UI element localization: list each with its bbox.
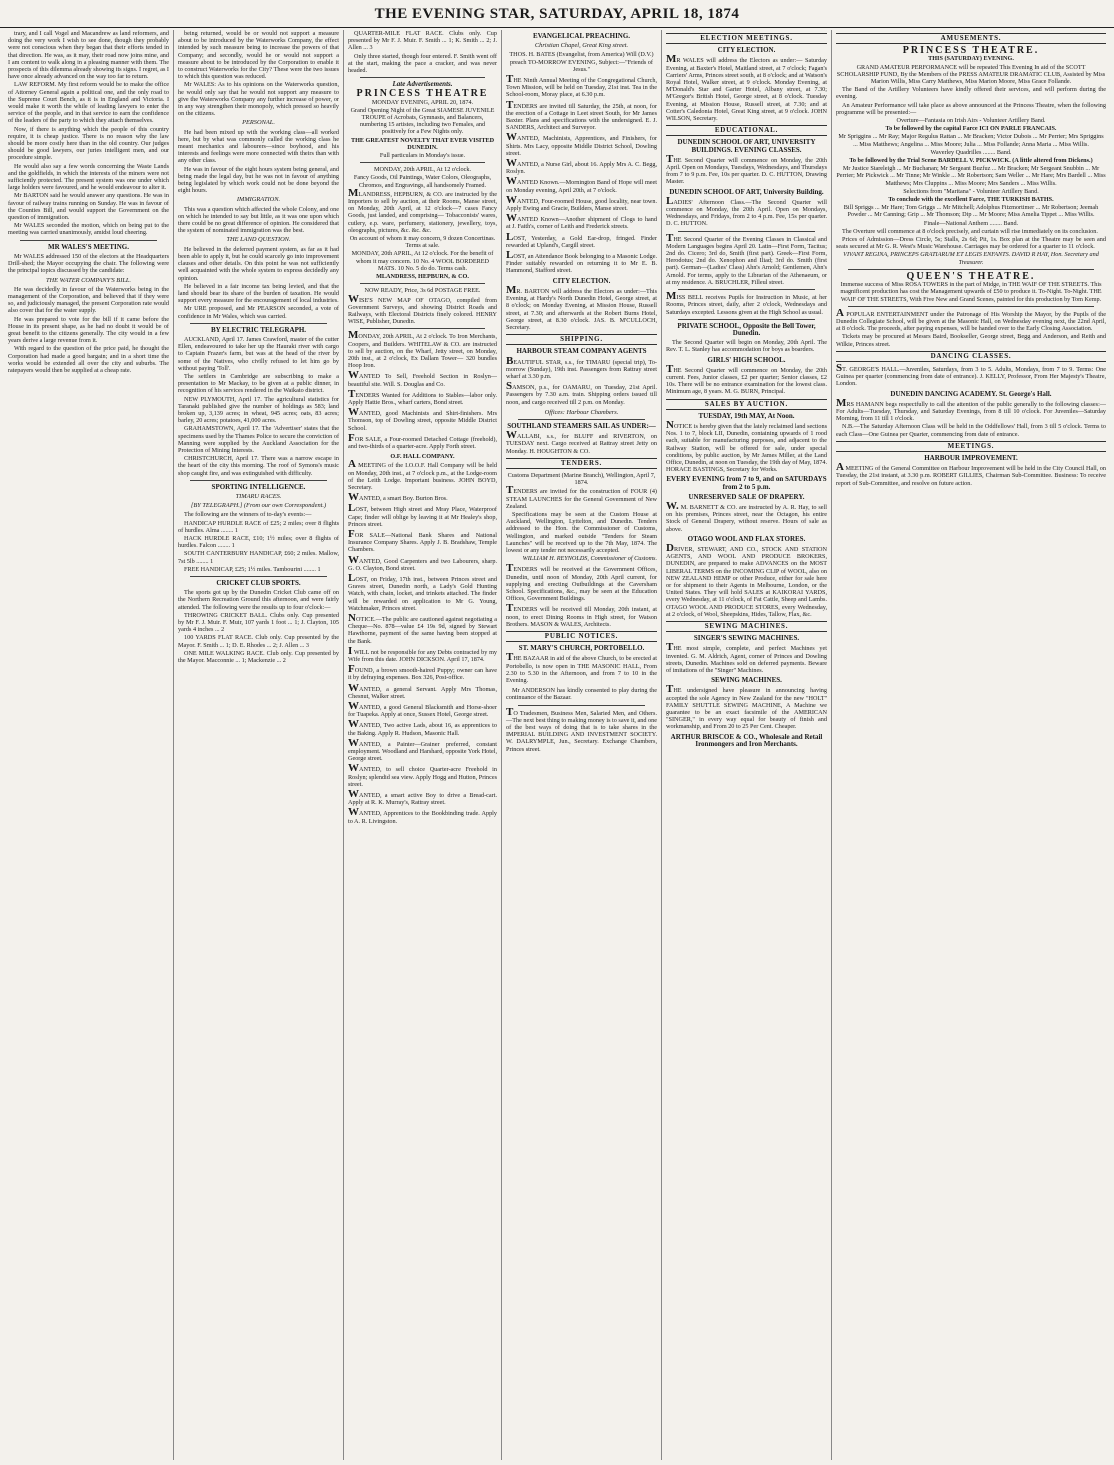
- ad-body: The Overture will commence at 8 o'clock precisely, and curtain will rise immediately on its conclusion.: [842, 227, 1098, 235]
- ad-body: WANTED, good Machinists and Shirt-finishers. Mrs Thomson, top of Dowling street, opposite Middle District School.: [348, 406, 497, 432]
- ad-line: Selections from "Maritana" - Volunteer Artillery Band.: [903, 187, 1039, 195]
- advertisement: [348, 329, 497, 370]
- ad-body: Mr ANDERSON has kindly consented to play during the continuance of the Bazaar.: [506, 687, 657, 702]
- ad-line: MLANDRESS, HEPBURN, & CO.: [376, 273, 469, 281]
- advertisement: [666, 194, 827, 228]
- section-heading: EVANGELICAL PREACHING.: [532, 32, 631, 40]
- ad-body: WANTED, Machinists, Apprentices, and Finishers, for Shirts. Mrs Lacy, opposite Middle District School, Dowling street.: [506, 131, 657, 157]
- section-heading: GIRLS' HIGH SCHOOL.: [707, 355, 786, 364]
- race-result: HANDICAP HURDLE RACE of £25; 2 miles; over 8 flights of hurdles. Alma ........ 1: [178, 519, 339, 534]
- article-paragraph: Mr WALES addressed 150 of the electors at the Headquarters Drill-shed; the Mayor occupying the chair. The following were the principal topics discussed by the candidate:: [8, 252, 169, 275]
- ad-line: Finale—National Anthem ........ Band.: [923, 219, 1019, 227]
- section-heading: HARBOUR IMPROVEMENT.: [924, 453, 1018, 462]
- advertisement: [836, 306, 1106, 348]
- section-banner: AMUSEMENTS.: [836, 33, 1106, 44]
- advertisement: [348, 700, 497, 719]
- section-banner: SALES BY AUCTION.: [666, 399, 827, 410]
- section-heading: CRICKET CLUB SPORTS.: [216, 579, 301, 588]
- section-heading: CITY ELECTION.: [717, 46, 776, 55]
- ad-body: SAMSON, p.s., for OAMARU, on Tuesday, 21st April. Passengers by 7.30 a.m. train. Shipping orders issued till noon, and cargo received till 2 p.m. on Monday.: [506, 380, 657, 406]
- advertisement: [348, 431, 497, 450]
- article-paragraph: Mr WALES: As to his opinions on the Waterworks question, he would only say that he would not support any measure to give the Waterworks Company any further increase of power, or in any way strengthen their monopoly, which pressed so heavily on the citizens.: [178, 81, 339, 118]
- ad-line: MONDAY, 20th APRIL, At 12 o'clock. For the benefit of whom it may concern. 10 No. 4 WOOL BORDERED MATS. 10 No. 5 do do. Terms cash.: [351, 250, 494, 272]
- divider: [360, 77, 485, 78]
- ad-body: The Band of the Artillery Volunteers have kindly offered their services, and will perform during the evening.: [836, 86, 1106, 101]
- advertisement: [506, 602, 657, 628]
- telegram-item: AUCKLAND, April 17. James Crawford, master of the cutter Ellen, endeavoured to take her up the Hauraki river with cargo to Captain Frazer's farm, but was at the head of the river by some of the Natives, who civilly refused to let him go by without paying 'Toll'.: [178, 335, 339, 372]
- section-banner: PUBLIC NOTICES.: [506, 631, 657, 642]
- ad-body: MRS HAMANN begs respectfully to call the attention of the public generally to the following classes:— For Adults—Tuesday, Thursday, and Saturday Evenings, from 8 till 10 o'clock. For Juveniles—Saturday Morning, from 11 till 1 o'clock.: [836, 396, 1106, 423]
- newspaper-masthead: [0, 6, 1114, 28]
- advertisement: [348, 762, 497, 788]
- telegram-item: The settlers in Cambridge are subscribing to make a presentation to Mr Mackay, to be given at a public dinner, in recognition of his services rendered in the Waikato district.: [178, 372, 339, 395]
- ad-title: QUEEN'S THEATRE.: [906, 270, 1036, 282]
- advertisement: [836, 270, 1106, 303]
- section-heading: HARBOUR STEAM COMPANY AGENTS: [516, 347, 647, 356]
- ad-body: TENDERS Wanted for Additions to Stables—labor only. Apply Hattie Bros., wharf carters, Bond street.: [348, 387, 497, 406]
- ad-line: THE GREATEST NOVELTY THAT EVER VISITED DUNEDIN.: [350, 136, 495, 151]
- ad-line: Offices: Harbour Chambers.: [544, 408, 619, 416]
- sports-result: The sports got up by the Dunedin Cricket Club came off on the Northern Recreation Ground this afternoon, and were fairly attended. The following were the results up to four o'clock:—: [178, 589, 339, 611]
- ad-body: THE most simple, complete, and perfect Machines yet invented. G. M. Aldrich, Agent, corner of Princes and Dowling streets, Dunedin. Machines sold on deferred payments. Beware of imitations of the "Singer" Machines.: [666, 641, 827, 675]
- ad-body: WANTED, a Nurse Girl, about 16. Apply Mrs A. C. Begg, Roslyn.: [506, 157, 657, 176]
- ad-body: DRIVER, STEWART, AND CO., STOCK AND STATION AGENTS, AND WOOL AND PRODUCE BROKERS, DUNEDIN, are prepared to make ADVANCES on the MOST LIBERAL TERMS on the INCOMING CLIP of WOOL, also on NEW ZEALAND HEMP or other Produce, either for sale here or for shipment to their Agents in Melbourne, London, or the United States. They will hold SALES at KAIKORAI YARDS, every Wednesday, at 11 o'clock, of Fat Cattle, Sheep and Lambs. OTAGO WOOL AND PRODUCE STORES, every Wednesday, at 2 o'clock, of Wool, Sheepskins, Hides, Tallow, Flax, &c.: [666, 541, 827, 618]
- ad-body: THE BAZAAR in aid of the above Church, to be erected at Portobello, is now open in THE MASONIC HALL, From 2.30 to 5.30 in the Afternoon, and from 7 to 10 in the Evening.: [506, 651, 657, 685]
- advertisement: [506, 283, 657, 331]
- advertisement: [348, 453, 497, 491]
- divider: [20, 240, 157, 241]
- article-paragraph: With regard to the question of the price paid, he thought the Corporation had made a good bargain; and in a short time the works would be extended all over the city and suburbs. The ratepayers would then be supplied at a cheap rate.: [8, 345, 169, 374]
- divider: [360, 328, 485, 329]
- ad-body: WANTED, Four-roomed House, good locality, near town. Apply Ewing and Gracie, Builders, Manse street.: [506, 193, 657, 213]
- article-paragraph: He was in favour of the eight hours system being general, and being made the legal day, but he was not in favour of anything being legislated by which work could not be done beyond the eight hours.: [178, 165, 339, 195]
- section-heading: ST. MARY'S CHURCH, PORTOBELLO.: [518, 644, 645, 653]
- advertisement: [348, 788, 497, 807]
- ad-body: THE Ninth Annual Meeting of the Congregational Church, Town Mission, will be held on Tuesday, 21st inst. Tea in the School-room, Moray place, at 6.30 p.m.: [506, 73, 657, 99]
- advertisement: [836, 461, 1106, 487]
- ad-body: WANTED, to sell choice Quarter-acre Freehold in Roslyn; splendid sea view. Apply Hogg and Hutton, Princes street.: [348, 762, 497, 788]
- ad-body: WANTED, a Painter—Grainer preferred, constant employment. Woodland and Harshard, opposite York Hotel, George street.: [348, 736, 497, 763]
- ad-body: LOST, on Friday, 17th inst., between Princes street and Graves street, Dunedin north, a Lady's Gold Hunting Watch, with chain, locket, and trinkets attached. The finder will be rewarded on application to Mr G. Young, Watchmaker, Princes street.: [348, 572, 497, 612]
- advertisement: [506, 212, 657, 231]
- advertisement: [666, 152, 827, 186]
- advertisement: [348, 736, 497, 763]
- advertisement: [506, 429, 657, 455]
- ad-body: WANTED Known—Another shipment of Clogs to hand at J. Faith's, corner of Leith and Frederick streets.: [506, 212, 657, 231]
- divider: [848, 269, 1094, 270]
- byline: [BY TELEGRAPH.] (From our own Correspondent.): [190, 502, 327, 510]
- advertisement: [348, 553, 497, 572]
- article-paragraph: He believed in a fair income tax being levied, and that the land should bear its share of the burden of taxation. He would support every measure for the encouragement of local industries.: [178, 282, 339, 305]
- sports-result: 100 YARDS FLAT RACE. Club only. Cup presented by the Mayor. F. Smith ... 1; D. E. Rhodes ... 2; J. Allen ... 3: [178, 634, 339, 649]
- advertisement: [348, 718, 497, 737]
- ad-title: PRINCESS THEATRE: [356, 88, 489, 100]
- article-paragraph: He would also say a few words concerning the Waste Lands and the goldfields, in which the interests of the miners were not sufficiently protected. The present system was one under which large holders were favoured, and he would endeavour to alter it.: [8, 162, 169, 192]
- ad-line: MONDAY EVENING, APRIL 20, 1874.: [371, 98, 474, 106]
- column-3: [344, 30, 502, 1460]
- ad-body: W. M. BARNETT & CO. are instructed by A. R. Hay, to sell on his premises, Princes street, near the Octagon, his entire Stock of General Drapery, without reserve. Hours of sale as above.: [666, 499, 827, 533]
- article-paragraph: being returned, would be or would not support a measure about to be introduced by the Waterworks Company, the effect intended by such measure being to increase the powers of that Company; and secondly, would he or would not support a measure about to be introduced by the Corporation to enable it to construct Waterworks for the City? These were the two issues to which this question was reduced.: [178, 30, 339, 81]
- race-result: The following are the winners of to-day's events:—: [184, 511, 312, 519]
- advertisement: [836, 47, 1106, 266]
- ad-body: MLANDRESS, HEPBURN, & CO. are instructed by the Importers to sell by auction, at their Rooms, Manse street, on Monday, 20th April, at 12 o'clock—7 cases Fancy Goods, just landed, and comprising— Tobacconists' wares, cutlery, e.p. ware, perfumery, stationery, jewellery, toys, oleographs, pictures, &c. &c. &c.: [348, 186, 497, 234]
- subheading: THE WATER COMPANY'S BILL.: [45, 276, 132, 284]
- article-paragraph: Mr BARTON said he would answer any questions. He was in favour of railway trains running on Sunday. He was in favour of the Counties Bill, and would support the Government on the question of immigration.: [8, 192, 169, 222]
- ad-body: MONDAY, 20th APRIL, At 2 o'clock. To Iron Merchants, Coopers, and Builders. WHITELAW & CO. are instructed to sell by auction, on the Wharf, Jetty street, on Monday, 20th inst., at 2 o'clock, Ex Dallam Tower— 320 bundles Hoop Iron.: [348, 329, 497, 370]
- advertisement: [666, 418, 827, 474]
- ad-body: An Amateur Performance will take place as above announced at the Princess Theatre, when the following programme will be presented:—: [836, 101, 1106, 116]
- section-heading: Late Advertisements.: [392, 80, 453, 89]
- article-paragraph: Now, if there is anything which the people of this country require, it is cheap justice. There is no reason why the law should be more costly here than in the old country. Our judges should be good lawyers, our juries intelligent men, and our procedure simple.: [8, 125, 169, 162]
- ad-body: WANTED, Two active Lads, about 16, as apprentices to the Baking. Apply R. Hudson, Masonic Hall.: [348, 718, 497, 737]
- ad-body: Prices of Admission—Dress Circle, 5s; Stalls, 2s 6d; Pit, 1s. Box plan at the Theatre may be seen and seats secured at Mr G. R. West's Music Warehouse. Carriages may be ordered for a quarter to 11 o'clock.: [836, 236, 1106, 251]
- ad-line: On account of whom it may concern, 9 dozen Concertinas. Terms at sale.: [349, 235, 496, 250]
- ad-line: THIS (SATURDAY) EVENING.: [928, 55, 1014, 63]
- section-heading: SOUTHLAND STEAMERS SAIL AS UNDER:—: [507, 421, 656, 430]
- divider: [678, 289, 815, 290]
- advertisement: [506, 175, 657, 194]
- article-paragraph: This was a question which affected the whole Colony, and one on which he intended to say but little, as it was one upon which there could be no great difference of opinion. He considered that the system of nominated immigration was the best.: [178, 205, 339, 235]
- section-heading: PRIVATE SCHOOL, Opposite the Bell Tower, Dunedin.: [677, 321, 816, 337]
- ad-body: WANTED, a smart active Boy to drive a Bread-cart. Apply at R. K. Murray's, Rattray street.: [348, 788, 497, 807]
- ad-body: WANTED, Apprentices to the Bookbinding trade. Apply to A. R. Livingston.: [348, 806, 497, 825]
- column-5: [662, 30, 832, 1460]
- ad-line: NOW READY, Price, 3s 6d POSTAGE FREE.: [364, 287, 481, 295]
- telegram-item: GRAHAMSTOWN, April 17. The 'Advertiser' states that the specimens used by the Thames Police to secure the conviction of Manning were supplied by the Auckland Association for the Protection of Mining Interests.: [178, 425, 339, 454]
- advertisement: [506, 651, 657, 685]
- advertisement: [348, 527, 497, 554]
- ad-body: LOST, an Attendance Book belonging to a Masonic Lodge. Finder suitably rewarded on returning it to Mr E. B. Hammond, Stafford street.: [506, 249, 657, 275]
- cast-list: Mr Spriggins ... Mr Ray; Major Regulus Rattan ... Mr Bracken; Victor Dubois ... Mr Perrier; Mrs Spriggins ... Miss Matthews; Angelina ... Miss Moore; Julia ... Miss Follande; Anna Maria ... Miss Willis.: [838, 133, 1104, 148]
- advertisement: [348, 612, 497, 645]
- subheading: IMMIGRATION.: [236, 196, 281, 204]
- advertisement: [348, 387, 497, 406]
- ad-body: TO Tradesmen, Business Men, Salaried Men, and Others.—The next best thing to making money is to save it, and one of the best ways of doing that is to take shares in the IMPERIAL BUILDING AND INVESTMENT SOCIETY. W. DALRYMPLE, Jun., Secretary. Exchange Chambers, Princes street.: [506, 705, 657, 753]
- advertisement: [666, 641, 827, 675]
- article-paragraph: He was decidedly in favour of the Waterworks being in the management of the Corporation, and believed that if they were so, and judiciously managed, the present Corporation rate would also cover that for the water supply.: [8, 285, 169, 315]
- section-banner: ELECTION MEETINGS.: [666, 33, 827, 44]
- divider: [678, 319, 815, 320]
- ad-body: THE Second Quarter will commence on Monday, the 20th current. Fees, Junior classes, £2 per quarter; Senior classes, £2 10s. There will be no entrance examination for the lowest class. Minimum age, 8 years. M. G. BURN, Principal.: [666, 362, 827, 396]
- advertisement: [506, 562, 657, 603]
- subheading: PERSONAL.: [242, 119, 275, 127]
- section-heading: MR WALES'S MEETING.: [48, 242, 129, 251]
- section-heading: CITY ELECTION.: [552, 276, 611, 285]
- ad-body: THE Second Quarter of the Evening Classes in Classical and Modern Languages begins April 20. Latin—First Form, Tacitus; 2nd do. Cicero; 3rd do, Smith (first part). Greek—First Form, Herodotus; 2nd do. Xenophon and Iliad; 3rd do. Smith (first part). German—(Ladies' Class) Ahn's Arnold; Gentlemen, Ahn's Arnold. For terms, apply to the Librarian of the Athenaeum, or at my residence. A. BRUCHLER, Filleul street.: [666, 231, 827, 286]
- section-banner: EDUCATIONAL.: [666, 125, 827, 136]
- section-heading: SEWING MACHINES.: [711, 676, 782, 685]
- advertisement: [836, 361, 1106, 388]
- ad-body: WANTED, a general Servant. Apply Mrs Thomas, Chesnut, Walker street.: [348, 681, 497, 700]
- divider: [190, 576, 327, 577]
- advertisement: [836, 396, 1106, 438]
- ad-body: THE Second Quarter will commence on Monday, the 20th April. Open on Mondays, Tuesdays, Wednesdays, and Thursdays from 7 to 9 p.m. Fee, 10s per quarter. D. C. HUTTON, Drawing Master.: [666, 152, 827, 186]
- section-banner: MEETINGS.: [836, 441, 1106, 452]
- divider: [848, 306, 1094, 307]
- cast-list: Bill Spriggs ... Mr Hare; Tom Griggs ... Mr Mitchell; Adolphus Fitzmortimer ... Mr Robertson; Jeemah Powder ... Mr Canning; Grip ... Mr Thomson; Dip ... Mr Moore; Miss Amelia Tippet ... Miss Willis.: [843, 204, 1099, 219]
- section-heading: SPORTING INTELLIGENCE.: [211, 482, 306, 491]
- section-banner: DANCING CLASSES.: [836, 351, 1106, 362]
- article-paragraph: He believed in the deferred payment system, as far as it had been able to apply it, but he could scarcely go into improvement clauses and other details. On this point he was not sufficiently well acquainted with the whole system to express decidedly any opinion.: [178, 245, 339, 282]
- ad-body: THE undersigned have pleasure in announcing having accepted the sole Agency in New Zealand for the new "HOLT" FAMILY SHUTTLE SEWING MACHINE, A Machine we guarantee to be an exact facsimile of the AMERICAN "SINGER," in every way equal for beauty of finish and workmanship, and From 20 to 25 Per Cent. Cheaper.: [666, 683, 827, 731]
- ad-body: WISE'S NEW MAP OF OTAGO, compiled from Government Surveys, and showing District Roads and Railways, with Electoral Districts finely colored. HENRY WISE, Publisher, Dunedin.: [348, 292, 497, 326]
- section-heading: DUNEDIN SCHOOL OF ART, UNIVERSITY BUILDINGS. EVENING CLASSES.: [677, 138, 816, 154]
- ad-body: N.B.—The Saturday Afternoon Class will be held in the Oddfellows' Hall, from 3 till 5 o'clock. Terms to each Class—One Guinea per Quarter, commencing from date of entrance.: [836, 423, 1106, 438]
- divider: [190, 323, 327, 324]
- ad-body: MISS BELL receives Pupils for Instruction in Music, at her Rooms, Princes street, daily, after 2 o'clock, Wednesdays and Saturdays excepted. Lessons given at the High School as usual.: [666, 290, 827, 316]
- race-result: HACK HURDLE RACE, £10; 1½ miles; over 8 flights of hurdles. Falcon ........ 1: [178, 535, 339, 550]
- ad-line: Christian Chapel, Great King street.: [534, 42, 629, 50]
- race-result: SOUTH CANTERBURY HANDICAP, £60; 2 miles. Mallow, 7st 5lb ........ 1: [178, 550, 339, 565]
- subheading: TIMARU RACES.: [235, 492, 282, 500]
- advertisement: [506, 249, 657, 275]
- advertisement: [506, 98, 657, 132]
- ad-line: To be followed by the Trial Scene BARDELL V. PICKWICK. (A little altered from Dickens.): [849, 157, 1093, 165]
- divider: [360, 283, 485, 284]
- section-heading: DUNEDIN DANCING ACADEMY. St. George's Hall.: [890, 389, 1052, 398]
- advertisement: [506, 51, 657, 73]
- ad-body: FOUND, a brown smooth-haired Puppy; owner can have it by defraying expenses. Box 326, Post-office.: [348, 663, 497, 682]
- column-6: [832, 30, 1110, 1460]
- divider: [360, 162, 485, 163]
- advertisement: [348, 287, 497, 325]
- ad-body: TENDERS will be received at the Government Offices, Dunedin, until noon of Monday, 20th April current, for supplying and erecting Outbuildings at the Caversham School. Specifications, &c., may be seen at the Education Offices, Government Buildings.: [506, 562, 657, 603]
- ad-line: MONDAY, 20th APRIL, At 12 o'clock.: [373, 166, 472, 174]
- article-paragraph: Mr URE proposed, and Mr PEARSON seconded, a vote of confidence in Mr Wales, which was carried.: [178, 305, 339, 320]
- sports-result: ONE MILE WALKING RACE. Club only. Cup presented by the Mayor. Macconnie ... 1; Mackenzie ... 2: [178, 649, 339, 665]
- advertisement: [666, 499, 827, 533]
- ad-body: Tickets may be procured at Messrs Baird, Bookseller, George street, Begg and Anderson, and Reith and Wilkie, Princes street.: [836, 333, 1106, 348]
- ad-body: WANTED, a good General Blacksmith and Horse-shoer for Tuapeka. Apply at once, Sussex Hotel, George street.: [348, 700, 497, 719]
- ad-line: Customs Department (Marine Branch), Wellington, April 7, 1874.: [507, 471, 656, 487]
- ad-body: A POPULAR ENTERTAINMENT under the Patronage of His Worship the Mayor, by the Pupils of the Dunedin Collegiate School, will be given at the Masonic Hall, on Wednesday evening next, the 22nd April, at 8 o'clock. The proceeds, after paying expenses, will be handed over to the Early Closing Association.: [836, 306, 1106, 333]
- cast-list: Mr Justice Stareleigh ... Mr Buchanan; Mr Sergeant Buzfuz ... Mr Bracken; Mr Sergeant Snubbin ... Mr Perrier; Mr Pickwick ... Mr Tinne; Mr Winkle ... Mr Robertson; Sam Weller ... Mr Hare; Mrs Bardell ... Miss Matthews; Mrs Cluppins ... Miss Moore; Mrs Sanders ... Miss Willis.: [836, 165, 1106, 187]
- advertisement: [506, 472, 657, 562]
- ad-body: NOTICE.—The public are cautioned against negotiating a Cheque—No. 878—value £4 19s 9d, signed by Stewart Hawthorne, payment of the same having been stopped at the Bank.: [348, 612, 497, 645]
- section-heading: OTAGO WOOL AND FLAX STORES.: [687, 534, 806, 543]
- ad-body: MR WALES will address the Electors as under:— Saturday Evening, at Baxter's Hotel, Maitland street, at 7 o'clock; Fagan's Carriers' Arms, Princes street south, at 8 o'clock; and at Watson's Royal Hotel, Walker street, at 9 o'clock. Monday Evening, at M'Donald's Star and Garter Hotel, Albany street, at 7.30; M'Gregor's British Hotel, George street, at 8 o'clock. Tuesday Evening, at Mission House, Russell street, at 7.30; and at Cotter's Caledonia Hotel, Great King street, at 9 o'clock. JOHN WILSON, Secretary.: [666, 53, 827, 123]
- advertisement: [348, 663, 497, 682]
- advertisement: [348, 502, 497, 528]
- advertisement: [506, 157, 657, 176]
- ad-title: PRINCESS THEATRE.: [902, 45, 1040, 57]
- ad-body: ST. GEORGE'S HALL.—Juveniles, Saturdays, from 3 to 5. Adults, Mondays, from 7 to 9. Terms: One Guinea per quarter (commencing from date of entrance). J. KELLY, Professor, From Her Majesty's Theatre, London.: [836, 361, 1106, 388]
- section-heading: DUNEDIN SCHOOL OF ART, University Building.: [669, 187, 824, 196]
- ad-body: Specifications may be seen at the Custom House at Auckland, Wellington, Lyttelton, and Dunedin. Tenders addressed to the Hon. the Commissioner of Customs, Wellington, and marked outside "Tenders for Steam Launches" will be received up to the 7th May, 1874. The lowest or any tender not necessarily accepted.: [506, 510, 657, 554]
- ad-body: BEAUTIFUL STAR, s.s., for TIMARU (special trip), To-morrow (Sunday), 19th inst. Passengers from Rattray street wharf at 3.30 p.m.: [506, 354, 657, 380]
- advertisement: [348, 491, 497, 504]
- ad-line: Grand Opening Night of the Great SIAMESE JUVENILE TROUPE of Acrobats, Gymnasts, and Balancers, numbering 15 artistes, including two Females, and positively for a Few Nights only.: [350, 106, 495, 136]
- telegram-item: NEW PLYMOUTH, April 17. The agricultural statistics for Taranaki published give the number of holdings as 583; land broken up, 3,139 acres; in wheat, 945 acres; oats, 83 acres; barley, 20 acres; potatoes, 41,000 acres.: [178, 395, 339, 425]
- section-heading: TUESDAY, 19th MAY, At Noon.: [698, 411, 795, 420]
- advertisement: [348, 644, 497, 664]
- ad-body: WANTED, Good Carpenters and two Labourers, sharp. G. O. Clayton, Bond street.: [348, 553, 497, 572]
- advertisement: [666, 541, 827, 618]
- ad-body: TENDERS will be received till Monday, 20th instant, at noon, to erect Dining Rooms in High street, for Watson Brothers. MASON & WALES, Architects.: [506, 602, 657, 628]
- advertisement: [666, 231, 827, 286]
- telegram-item: CHRISTCHURCH, April 17. There was a narrow escape in the heart of the city this morning. The roof of Symons's music shop caught fire, and was extinguished with difficulty.: [178, 455, 339, 477]
- section-heading: SINGER'S SEWING MACHINES.: [693, 634, 800, 643]
- ad-line: To be followed by the capital Farce ICI ON PARLE FRANCAIS.: [885, 125, 1057, 133]
- ad-body: NOTICE is hereby given that the lately reclaimed land sections Nos. 1 to 7, block LII, Dunedin, containing upwards of 1 rood each, suitable for manufacturing purposes, and adjacent to the Railway Station, will be offered for sale, under special conditions, by public auction, by Mr James Miller, at the Land Office, Dunedin, at noon on Tuesday, the 19th day of May, 1874. HORACE BASTINGS, Secretary for Works.: [666, 418, 827, 474]
- sports-result: Only three started, though four entered. F. Smith went off at the start, making the pace a cracker, and was never headed.: [348, 52, 497, 75]
- advertisement: [348, 806, 497, 825]
- advertisement: [666, 339, 827, 353]
- ad-body: A MEETING of the I.O.O.F. Hall Company will be held on Monday, 20th inst., at 7 o'clock p.m., at the Lodge-room of the Leith Lodge. Important business. JOHN BOYD, Secretary.: [348, 458, 497, 491]
- ad-line: Overture—Fantasia on Irish Airs - Volunteer Artillery Band.: [896, 117, 1046, 125]
- article-paragraph: He was prepared to vote for the bill if it came before the House in its present shape, as he had no doubt it would be of great benefit to the citizens generally. The city would in a few years derive a large revenue from it.: [8, 315, 169, 345]
- advertisement: [506, 73, 657, 99]
- advertisement: [348, 166, 497, 280]
- advertisement: [666, 53, 827, 123]
- divider: [518, 705, 645, 706]
- sports-result: THROWING CRICKET BALL. Clubs only. Cup presented by Mr F. J. Muir. F. Muir, 107 yards 1 foot ... 1; J. Clayton, 105 yards 4 inches ... 2: [178, 611, 339, 634]
- ad-body: FOR SALE—National Bank Shares and National Insurance Company Shares. Apply J. B. Bradshaw, Temple Chambers.: [348, 527, 497, 554]
- column-4: [502, 30, 662, 1460]
- masthead-title: THE EVENING STAR, SATURDAY, APRIL 18, 1874: [374, 6, 740, 22]
- advertisement: [506, 687, 657, 701]
- divider: [190, 480, 327, 481]
- ad-body: FOR SALE, a Four-roomed Detached Cottage (freehold), and two-thirds of a quarter-acre. Apply Forth street.: [348, 431, 497, 450]
- ad-line: Fancy Goods, Oil Paintings, Water Colors, Oleographs, Chromos, and Engravings, all handsomely Framed.: [353, 174, 492, 189]
- ad-body: THOS. H. BATES (Evangelist, from America) Will (D.V.) preach TO-MORROW EVENING, Subject:—"Friends of Jesus.": [509, 51, 654, 73]
- advertisement: [348, 681, 497, 700]
- ad-body: WALLABI, s.s., for BLUFF and RIVERTON, on TUESDAY next. Cargo received at Rattray street Jetty on Monday. H. HOUGHTON & CO.: [506, 429, 657, 455]
- ad-body: WANTED, a smart Boy. Burton Bros.: [348, 491, 448, 504]
- article-paragraph: LAW REFORM. My first reform would be to make the office of Attorney General again a political one, and the only road to the Supreme Court Bench, as it is in England and Victoria. I would make it worth the while of leading lawyers to enter the service of the people, and in that service to earn the confidence of the leaders of the party to which they attach themselves.: [8, 81, 169, 125]
- advertisement: [506, 705, 657, 753]
- ad-body: WANTED To Sell, Freehold Section in Roslyn—beautiful site. Will. S. Douglas and Co.: [348, 369, 497, 388]
- article-paragraph: trary, and I call Vogel and Macandrew as land reformers, and doing the very work I wish to see done, though they probably were not conscious when they began that their efforts tended in that direction. He was, as it may, their road now joins mine, and I am content to walk along in a pleasing manner with them. The prospects of this dilemma already showing its signs. I regret, as I have once already advanced on the way too far to return.: [8, 30, 169, 81]
- advertisement: [348, 572, 497, 612]
- article-paragraph: Mr WALES seconded the motion, which on being put to the meeting was carried unanimously, amidst loud cheering.: [8, 222, 169, 237]
- column-1: [4, 30, 174, 1460]
- advertisement: [506, 131, 657, 157]
- advertisement: [666, 362, 827, 396]
- section-heading: BY ELECTRIC TELEGRAPH.: [210, 325, 307, 334]
- section-banner: SEWING MACHINES.: [666, 621, 827, 632]
- article-paragraph: He had been mixed up with the working class—all worked here, but by what was commonly called the working class he meant mechanics and labourers—since boyhood, and his interests and feelings were more connected with theirs than with any other class.: [178, 128, 339, 165]
- divider: [678, 231, 815, 232]
- section-heading: UNRESERVED SALE OF DRAPERY.: [688, 492, 805, 501]
- ad-body: LOST, Yesterday, a Gold Ear-drop, fringed. Finder rewarded at Upland's, Cargill street.: [506, 230, 657, 249]
- advertisement: [348, 406, 497, 432]
- section-banner: TENDERS.: [506, 458, 657, 469]
- ad-body: TENDERS are invited for the construction of FOUR (4) STEAM LAUNCHES for the General Government of New Zealand.: [506, 484, 657, 510]
- ad-body: Immense success of Miss ROSA TOWERS in the part of Midge, in THE WAIF OF THE STREETS. This magnificent production has cost the Management upwards of £50 to produce it. To-Night. To-Night. THE WAIF OF THE STREETS, With Five New and Grand Scenes, painted for this production by Tom Kemp.: [840, 281, 1102, 303]
- ad-signature: WILLIAM H. REYNOLDS, Commissioner of Customs.: [522, 555, 657, 563]
- advertisement: [506, 230, 657, 249]
- advertisement: [506, 354, 657, 381]
- advertisement: [666, 683, 827, 731]
- ad-title: O.F. HALL COMPANY.: [390, 453, 455, 461]
- ad-line: VIVANT REGINA, PRINCEPS GRATIARUM ET LEGIS ENFANTS. DAVID R HAY, Hon. Secretary and Treasurer.: [843, 251, 1099, 266]
- ad-body: TENDERS are invited till Saturday, the 25th, at noon, for the erection of a Cottage in Leet street South, for Mr James Baxter. Plans and specifications with the undersigned. E. J. SANDERS, Architect and Surveyor.: [506, 98, 657, 132]
- ad-body: A MEETING of the General Committee on Harbour Improvement will be held in the City Council Hall, on Tuesday, the 21st instant, at 3.30 p.m. ROBERT GILLIES, Chairman Sub-Committee. Business: To receive report of Sub-Committee, and resolve on future action.: [836, 461, 1106, 487]
- section-heading: ARTHUR BRISCOE & CO., Wholesale and Retail Ironmongers and Iron Merchants.: [670, 732, 823, 748]
- advertisement: [348, 90, 497, 159]
- section-heading: EVERY EVENING from 7 to 9, and on SATURDAYS from 2 to 5 p.m.: [666, 475, 827, 491]
- ad-line: GRAND AMATEUR PERFORMANCE will be repeated This Evening In aid of the SCOTT SCHOLARSHIP FUND, By the Members of the PRESS AMATEUR DRAMATIC CLUB, Assisted by Miss Marion Willis, Miss Carry Matthews, Miss Marion Moore, Miss Grace Follande.: [836, 63, 1106, 86]
- divider: [518, 419, 645, 420]
- advertisement: [666, 290, 827, 316]
- advertisement: [506, 193, 657, 213]
- ad-body: MR. BARTON will address the Electors as under:—This Evening, at Hardy's North Dunedin Hotel, George street, at 8 o'clock; on Monday Evening, at Mission House, Russell street, at 7.30; and afterwards at the Robert Burns Hotel, George street, at 8.30 o'clock. JAS. B. M'CULLOCH, Secretary.: [506, 283, 657, 331]
- ad-line: To conclude with the excellent Farce, THE TURKISH BATHS.: [888, 196, 1054, 204]
- column-2: [174, 30, 344, 1460]
- race-result: FREE HANDICAP, £25; 1½ miles. Tambourini ........ 1: [184, 565, 321, 573]
- ad-line: Full particulars in Monday's issue.: [379, 152, 466, 160]
- ad-line: Waverley Quadrilles ........ Band.: [930, 148, 1012, 156]
- advertisement: [348, 369, 497, 388]
- ad-body: The Second Quarter will begin on Monday, 20th April. The Rev. T. L. Stanley has accommodation for boys as boarders.: [666, 339, 827, 354]
- ad-body: I WILL not be responsible for any Debts contracted by my Wife from this date. JOHN DICKSON. April 17, 1874.: [348, 644, 497, 664]
- ad-body: WANTED Known.—Mornington Band of Hope will meet on Monday evening, April 20th, at 7 o'clock.: [506, 175, 657, 194]
- section-banner: SHIPPING.: [506, 334, 657, 345]
- ad-body: LADIES' Afternoon Class.—The Second Quarter will commence on Monday, the 20th April. Open on Mondays, Wednesdays, and Fridays, from 2 to 4 p.m. Fee, 15s per quarter. D. C. HUTTON.: [666, 194, 827, 228]
- ad-body: LOST, between High street and Mray Place, Waterproof Cape; finder will oblige by leaving it at Mr Healey's shop, Princes street.: [348, 502, 497, 528]
- subheading: THE LAND QUESTION.: [226, 236, 291, 244]
- advertisement: [506, 380, 657, 406]
- sports-result: QUARTER-MILE FLAT RACE. Clubs only. Cup presented by Mr F. J. Muir. F. Smith ... 1; K. Smith ... 2; J. Allen ... 3: [348, 30, 497, 52]
